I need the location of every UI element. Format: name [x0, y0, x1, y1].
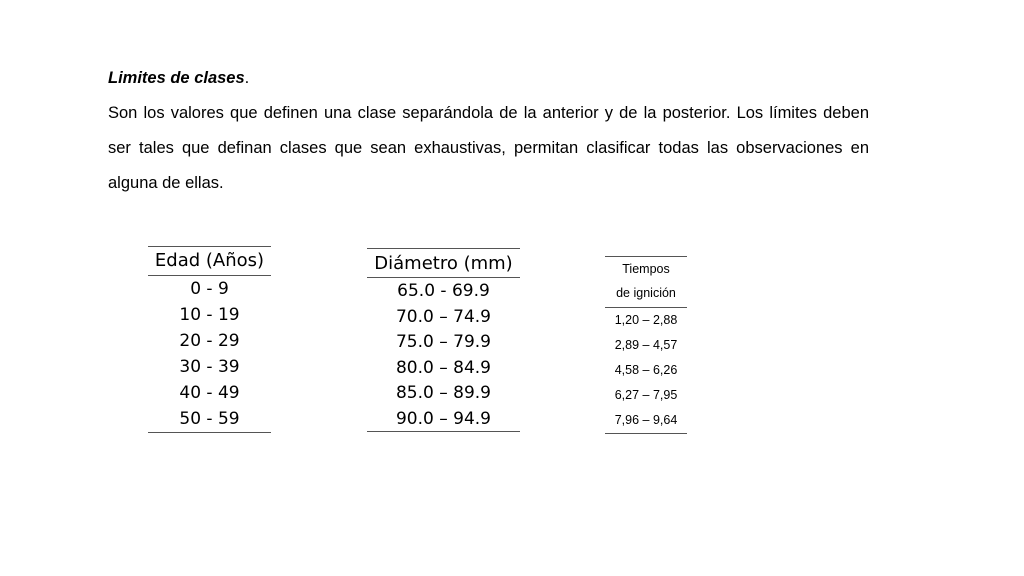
definition-paragraph: Son los valores que definen una clase separándola de la anterior y de la posterior. Los límites deben ser tales que definan clases que sean exhaustivas, permitan clasificar todas las observaciones en alguna de ellas.: [108, 104, 869, 192]
heading-period: .: [244, 69, 250, 87]
age-classes-table: [148, 246, 271, 433]
text-block: [108, 61, 869, 201]
table-row: 1,20 – 2,88: [614, 313, 678, 327]
table-bottom-rule: [367, 431, 520, 432]
table-row: 40 - 49: [179, 383, 240, 403]
table-header: Diámetro (mm): [374, 253, 513, 274]
table-row: 80.0 – 84.9: [395, 357, 491, 378]
table-row: 20 - 29: [179, 331, 240, 351]
table-bottom-rule: [148, 432, 271, 433]
table-row: 2,89 – 4,57: [614, 338, 678, 352]
table-header-line1: Tiempos: [622, 262, 670, 276]
table-row: 50 - 59: [179, 409, 240, 429]
ignition-time-table: [605, 256, 687, 434]
table-row: 85.0 – 89.9: [395, 383, 491, 403]
table-row: 75.0 – 79.9: [395, 332, 491, 352]
table-row: 0 - 9: [190, 279, 229, 299]
table-bottom-rule: [605, 433, 687, 434]
table-header: Edad (Años): [154, 250, 265, 271]
table-row: 7,96 – 9,64: [614, 413, 678, 427]
table-row: 30 - 39: [179, 357, 240, 377]
section-heading: [108, 61, 869, 96]
table-row: 90.0 – 94.9: [395, 408, 491, 429]
table-row: 10 - 19: [179, 305, 240, 325]
heading-text: Limites de clases: [108, 69, 245, 87]
table-header-line2: de ignición: [616, 286, 676, 300]
table-row: 6,27 – 7,95: [614, 388, 678, 402]
table-row: 70.0 – 74.9: [395, 306, 491, 327]
table-row: 4,58 – 6,26: [614, 363, 678, 377]
table-row: 65.0 - 69.9: [397, 281, 490, 301]
diameter-classes-table: [367, 248, 520, 432]
